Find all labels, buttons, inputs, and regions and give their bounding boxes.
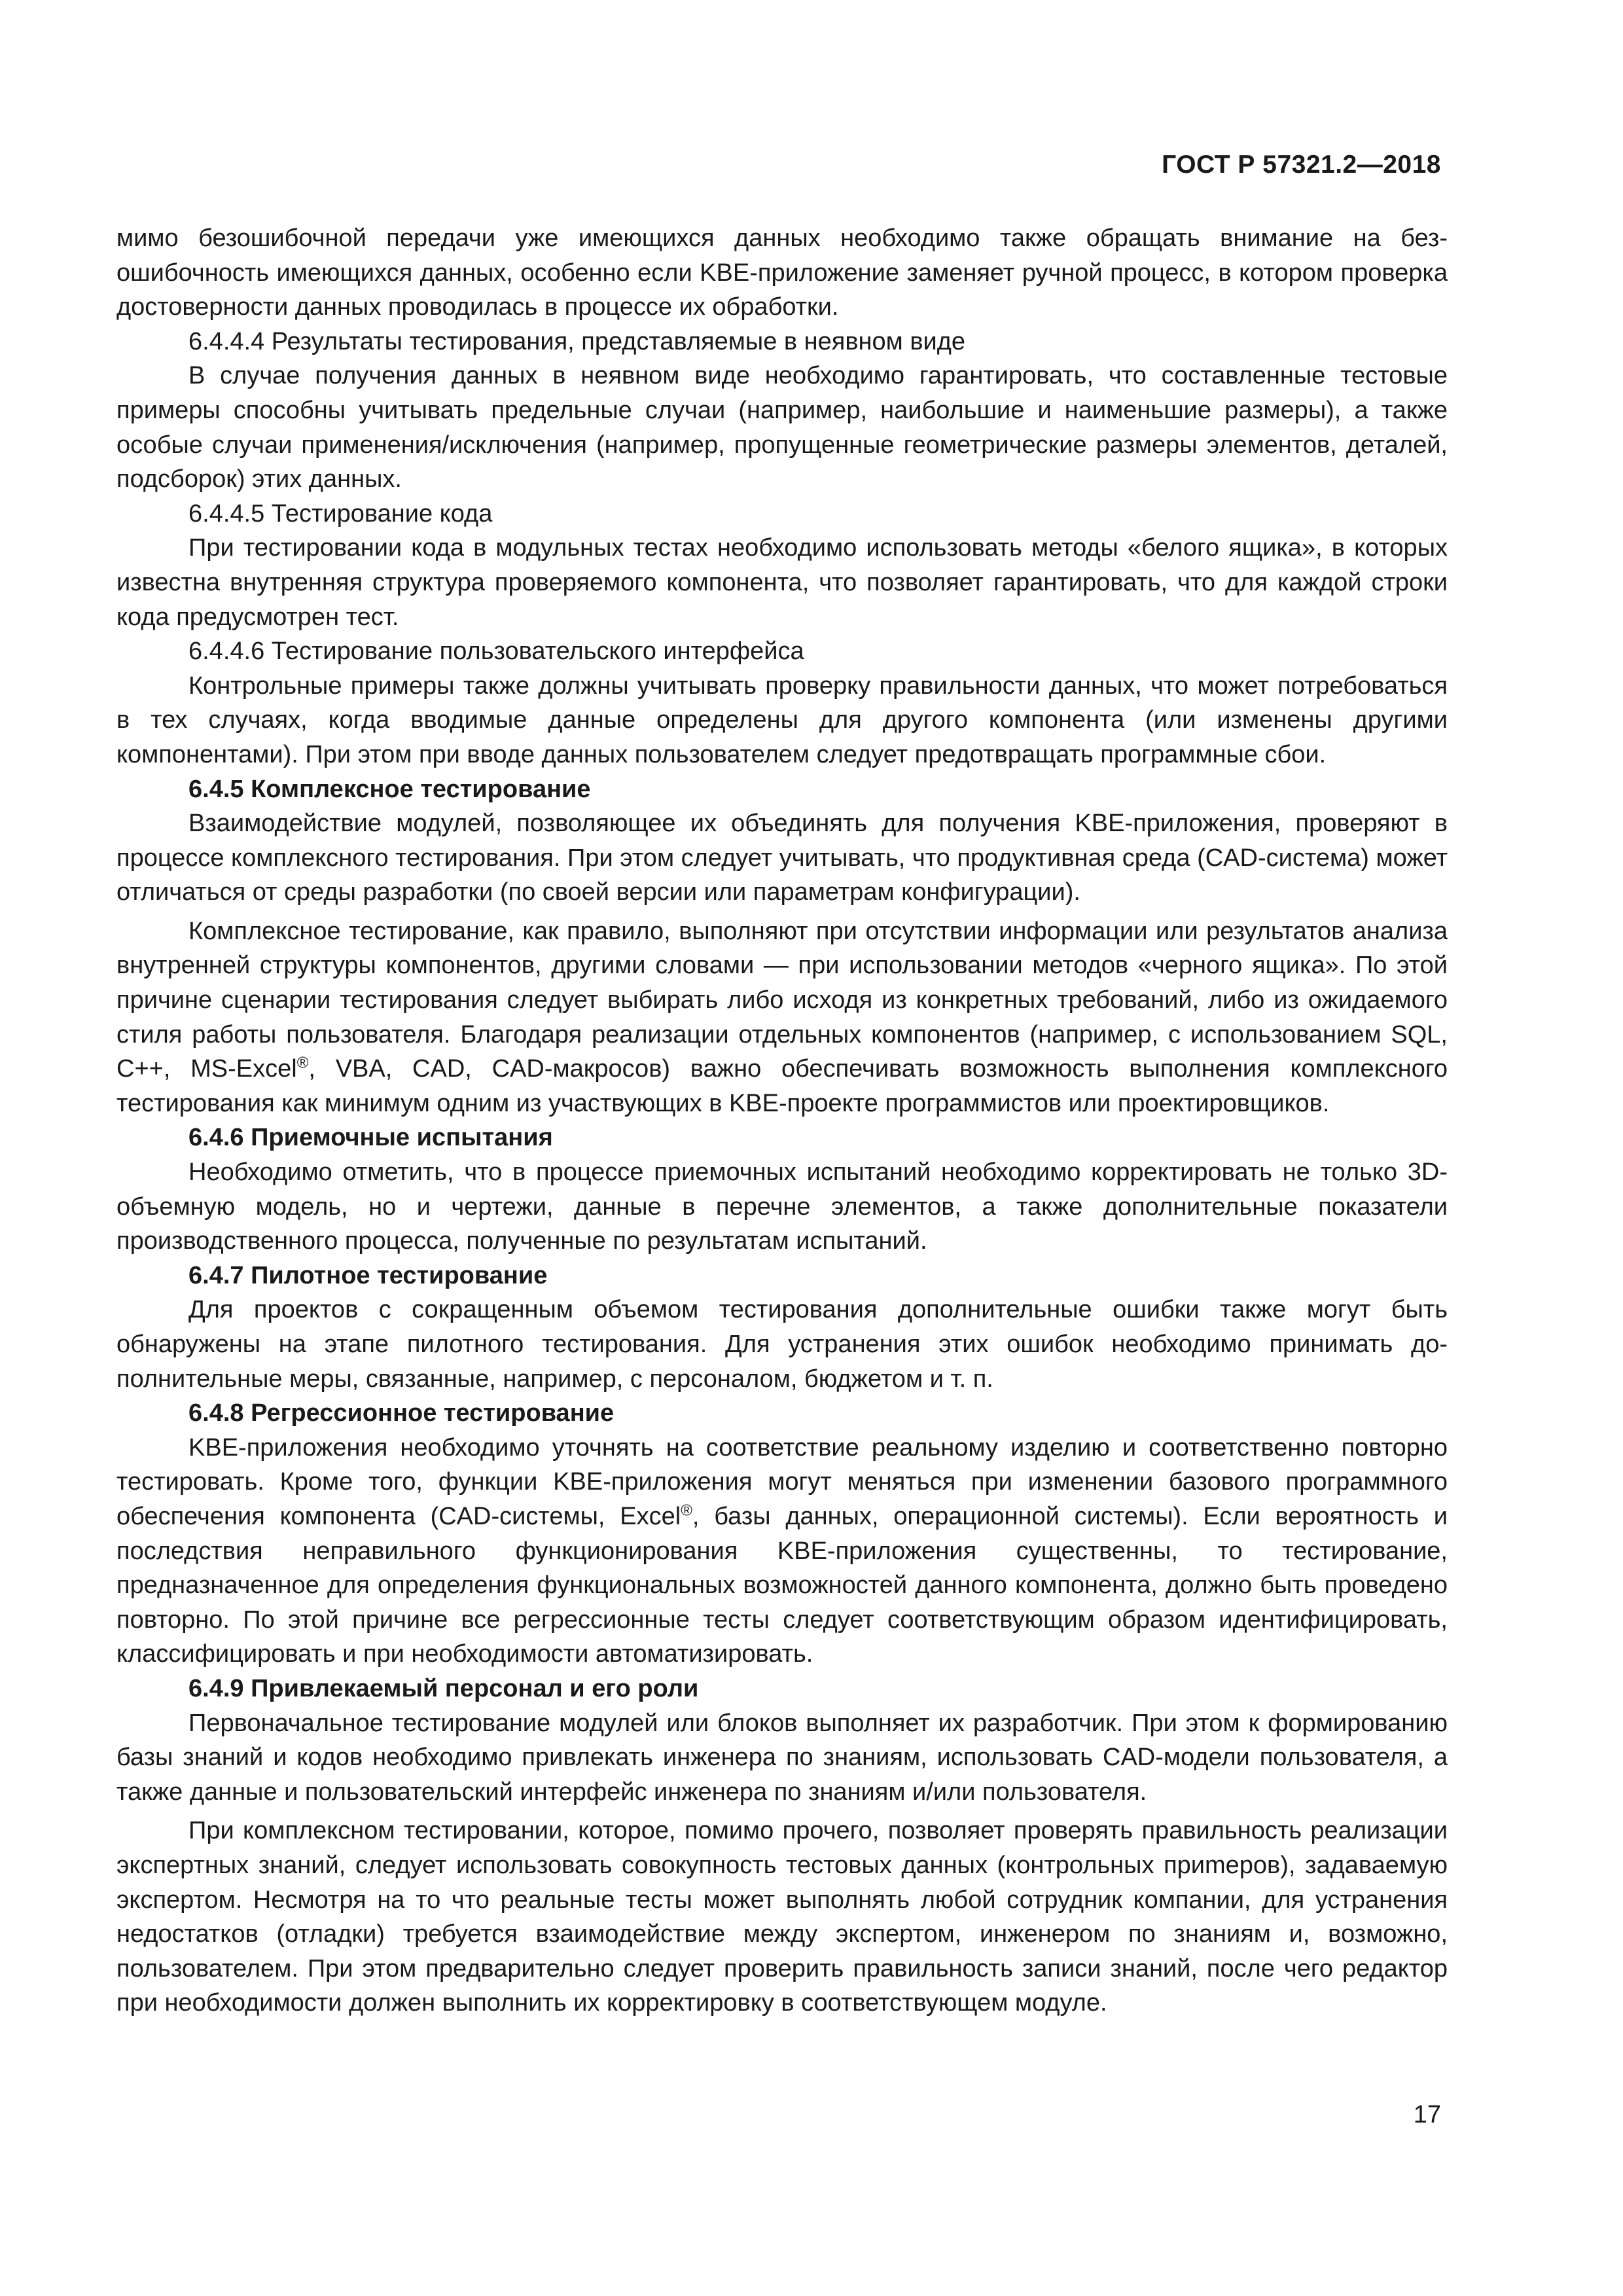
page-number: 17: [1413, 2101, 1441, 2128]
document-code-header: ГОСТ Р 57321.2—2018: [1162, 151, 1441, 179]
paragraph: Для проектов с сокращенным объемом тестирования дополнительные ошибки также могут быть обнаружены на этапе пилотного тестирования. Для устранения этих ошибок необходимо принимать дополнительные меры, связанные, например, с персоналом, бюджетом и т. п.: [116, 1296, 1448, 1393]
section-heading-6-4-9: 6.4.9 Привлекаемый персонал и его роли: [188, 1674, 699, 1702]
paragraph: Первоначальное тестирование модулей или блоков выполняет их разработчик. При этом к формированию базы знаний и кодов необходимо привлекать инженера по знаниям, использовать CAD-модели пользователя, а также данные и пользовательский интерфейс инженера по знаниям и/или пользователя.: [116, 1709, 1448, 1806]
section-heading-6-4-5: 6.4.5 Комплексное тестирование: [188, 775, 591, 803]
document-body: [116, 221, 1448, 2020]
paragraph: Взаимодействие модулей, позволяющее их объединять для получения KBE-приложения, проверяют в процессе комплексного тестирования. При этом следует учитывать, что продуктивная среда (CAD-система) может отличаться от среды разработки (по своей версии или параметрам конфигурации).: [116, 810, 1448, 906]
paragraph: Комплексное тестирование, как правило, выполняют при отсутствии информации или результатов анализа внутренней структуры компонентов, другими словами — при использовании методов «черного ящика». По этой причине сценарии тестирования следует выбирать либо исходя из конкретных требований, либо из ожидаемого стиля работы пользователя. Благодаря реализации отдельных компонентов (например, с использованием SQL, C++, MS-Excel®, VBA, CAD, CAD-макросов) важно обеспечивать возможность выполнения комплексного тестирования как минимум одним из участвующих в KBE-проекте программистов или проектировщиков.: [116, 917, 1448, 1117]
paragraph: При комплексном тестировании, которое, помимо прочего, позволяет проверять правильность реализации экспертных знаний, следует использовать совокупность тестовых данных (контрольных приmеров), задаваемую экспертом. Несмотря на то что реальные тесты может выполнять любой сотрудник компании, для устранения недостатков (отладки) требуется взаимодействие между экспертом, инженером по знаниям и, возможно, пользователем. При этом предварительно следует проверить правильность записи знаний, после чего редактор при необходимости должен выполнить их корректировку в соответствующем модуле.: [116, 1817, 1448, 2017]
paragraph: При тестировании кода в модульных тестах необходимо использовать методы «белого ящика», в которых известна внутренняя структура проверяемого компонента, что позволяет гарантировать, что для каждой строки кода предусмотрен тест.: [116, 534, 1448, 631]
paragraph: В случае получения данных в неявном виде необходимо гарантировать, что составленные тестовые примеры способны учитывать предельные случаи (например, наибольшие и наименьшие размеры), а также особые случаи применения/исключения (например, пропущенные геометрические размеры элементов, деталей, подсборок) этих данных.: [116, 362, 1448, 493]
section-heading-6-4-6: 6.4.6 Приемочные испытания: [188, 1124, 553, 1152]
paragraph: KBE-приложения необходимо уточнять на соответствие реальному изделию и соответственно повторно тестировать. Кроме того, функции KBE-приложения могут меняться при изменении базового программного обеспечения компонента (CAD-системы, Excel®, базы данных, операционной системы). Если вероятность и последствия неправильного функционирования KBE-приложения существенны, то тестирование, предназначенное для определения функциональных возможностей данного компонента, должно быть проведено повторно. По этой причине все регрессионные тесты следует соответствующим образом идентифицировать, классифицировать и при необходимости автоматизировать.: [116, 1433, 1448, 1668]
subsection-heading-6-4-4-5: 6.4.4.5 Тестирование кода: [188, 499, 493, 528]
paragraph: Необходимо отметить, что в процессе приемочных испытаний необходимо корректировать не только 3D-объемную модель, но и чертежи, данные в перечне элементов, а также дополнительные показатели производственного процесса, полученные по результатам испытаний.: [116, 1158, 1448, 1255]
section-heading-6-4-7: 6.4.7 Пилотное тестирование: [188, 1261, 548, 1289]
paragraph: Контрольные примеры также должны учитывать проверку правильности данных, что может потребоваться в тех случаях, когда вводимые данные определены для другого компонента (или изменены другими компонентами). При этом при вводе данных пользователем следует предотвращать программные сбои.: [116, 672, 1448, 768]
paragraph-continuation: мимо безошибочной передачи уже имеющихся данных необходимо также обращать внимание на безошибочность имеющихся данных, особенно если KBE-приложение заменяет ручной процесс, в котором проверка достоверности данных проводилась в процессе их обработки.: [116, 224, 1448, 321]
subsection-heading-6-4-4-6: 6.4.4.6 Тестирование пользовательского интерфейса: [188, 637, 804, 666]
subsection-heading-6-4-4-4: 6.4.4.4 Результаты тестирования, представляемые в неявном виде: [188, 327, 966, 355]
section-heading-6-4-8: 6.4.8 Регрессионное тестирование: [188, 1399, 615, 1427]
